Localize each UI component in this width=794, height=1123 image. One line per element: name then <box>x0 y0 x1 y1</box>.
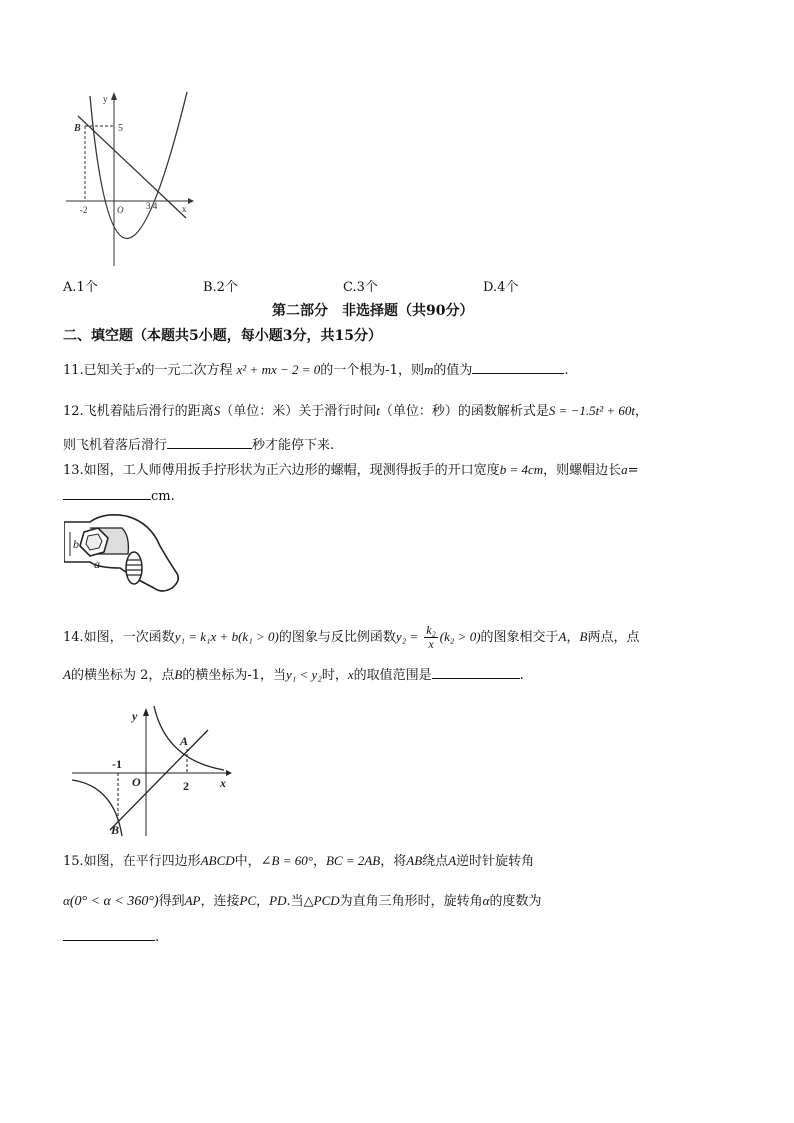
q14-text: 的图象与反比例函数 <box>278 630 396 645</box>
hyperbola-upper-branch <box>154 706 224 770</box>
q15-text: 15.如图，在平行四边形 <box>63 854 201 869</box>
label-B: B <box>111 823 120 837</box>
wrench-figure <box>64 508 182 600</box>
q14-y2: y₂ = <box>395 629 419 644</box>
q14-text: 的图象相交于 <box>480 630 559 645</box>
q11-text: 11.已知关于 <box>63 363 136 378</box>
straight-line <box>78 116 186 218</box>
part2-title: 第二部分 非选择题（共90分） <box>272 303 474 319</box>
y-axis-arrow <box>111 92 117 100</box>
q14-fraction <box>424 624 438 651</box>
q13-eq-sign: = <box>627 463 639 478</box>
q14-linear: y₁ = k₁x + b <box>174 629 239 644</box>
q15-ap: AP <box>184 893 201 908</box>
hexagon-inner <box>86 534 102 550</box>
question-13 <box>63 461 639 480</box>
q15-text: 逆时针旋转角 <box>456 854 535 869</box>
q14-inequality: y₁ < y₂ <box>285 667 322 682</box>
q14-text: 的横坐标为 2，点 <box>70 668 175 683</box>
label-3-4: 3.4 <box>146 201 158 211</box>
q14-end: . <box>519 668 524 683</box>
label-x: x <box>220 776 226 790</box>
q13-a: a <box>621 462 628 477</box>
parabola-figure <box>60 88 220 270</box>
option-a: A.1个 <box>63 280 98 295</box>
answer-blank-12[interactable] <box>167 436 252 449</box>
q12-text: （单位：秒）的函数解析式是 <box>379 404 549 419</box>
q15-text: 得到 <box>158 894 185 909</box>
q15-text: ，将 <box>380 854 407 869</box>
parabola-curve <box>90 92 187 239</box>
x-axis-arrow <box>188 198 194 204</box>
q14-cond1: (k₁ > 0) <box>238 629 279 644</box>
answer-blank-14[interactable] <box>432 666 520 679</box>
q15-angle: ∠B = 60° <box>260 853 313 868</box>
answer-blank-13[interactable] <box>63 487 151 500</box>
label-2: 2 <box>183 779 189 793</box>
q12-S: S <box>213 403 221 418</box>
q15-pc: PC <box>239 893 257 908</box>
q15-ab: AB <box>406 853 423 868</box>
q11-text: 的值为 <box>433 363 473 378</box>
q15-range: (0° < α < 360°) <box>69 894 159 909</box>
label-O: O <box>132 775 141 789</box>
q14-text: 的横坐标为-1，当 <box>182 668 286 683</box>
q15-end: . <box>155 930 160 945</box>
linear-line <box>110 730 208 830</box>
option-d: D.4个 <box>483 280 519 295</box>
q14-A: A <box>558 629 567 644</box>
label-x: x <box>182 204 187 214</box>
q15-pointA: A <box>448 853 457 868</box>
q14-text: 14.如图，一次函数 <box>63 630 175 645</box>
y-axis-arrow <box>143 708 149 716</box>
option-b: B.2个 <box>203 280 238 295</box>
q15-text: 为直角三角形时，旋转角 <box>339 894 483 909</box>
x-axis-arrow <box>226 770 232 776</box>
answer-blank-11[interactable] <box>472 361 564 374</box>
q12-text: 秒才能停下来. <box>252 438 335 453</box>
label-minus2: -2 <box>80 205 88 215</box>
q14-text: 时， <box>321 668 348 683</box>
q13-text: 13.如图，工人师傅用扳手拧形状为正六边形的螺帽，现测得扳手的开口宽度 <box>63 463 500 478</box>
q15-text: .当 <box>286 894 304 909</box>
q12-text: 则飞机着落后滑行 <box>63 438 168 453</box>
q15-text: 绕点 <box>422 854 449 869</box>
label-y: y <box>132 709 138 723</box>
q11-text: 的一元二次方程 <box>141 363 233 378</box>
q11-text: 的一个根为-1，则 <box>320 363 424 378</box>
question-12 <box>63 402 648 421</box>
q15-text: 的度数为 <box>489 894 542 909</box>
question-15 <box>63 852 534 871</box>
q15-text: ， <box>312 854 326 869</box>
q11-m: m <box>423 362 434 377</box>
question-15-line3 <box>63 928 159 947</box>
fraction-denominator: x <box>428 637 434 651</box>
q15-alpha: α <box>63 893 70 908</box>
label-B: B <box>74 123 81 134</box>
worm-gear <box>126 552 142 584</box>
label-A: A <box>180 734 189 748</box>
q14-B: B <box>174 667 183 682</box>
label-5: 5 <box>118 123 123 134</box>
q13-text: ，则螺帽边长 <box>543 463 622 478</box>
q14-A: A <box>63 667 71 682</box>
q15-bc: BC = 2AB <box>325 853 381 868</box>
q11-end: . <box>564 363 569 378</box>
question-14-line2 <box>63 666 524 685</box>
q14-x: x <box>347 667 354 682</box>
q15-text: ， <box>256 894 270 909</box>
question-15-line2 <box>63 892 542 911</box>
q15-alpha: α <box>482 893 490 908</box>
q15-abcd: ABCD <box>200 853 235 868</box>
label-minus1: -1 <box>112 757 122 771</box>
label-a: a <box>94 557 100 571</box>
q12-text: ， <box>635 404 649 419</box>
q14-text: 两点，点 <box>587 630 640 645</box>
q12-equation: S = −1.5t² + 60t <box>548 403 636 418</box>
q13-equation: b = 4cm <box>499 462 544 477</box>
q11-x: x <box>135 362 142 377</box>
label-O: O <box>117 205 124 215</box>
answer-blank-15[interactable] <box>63 928 155 941</box>
q14-text: 的取值范围是 <box>353 668 432 683</box>
q12-text: （单位：米）关于滑行时间 <box>220 404 377 419</box>
q15-text: 中， <box>234 854 261 869</box>
fraction-numerator: k₂ <box>426 623 436 637</box>
q14-B: B <box>579 629 588 644</box>
q14-text: ， <box>566 630 580 645</box>
q15-triangle: △PCD <box>303 893 340 908</box>
q12-text: 12.飞机着陆后滑行的距离 <box>63 404 214 419</box>
section2-heading: 二、填空题（本题共5小题，每小题3分，共15分） <box>63 328 382 344</box>
question-11 <box>63 361 569 380</box>
option-c: C.3个 <box>343 280 378 295</box>
q14-cond2: (k₂ > 0) <box>439 629 481 644</box>
q15-text: ，连接 <box>200 894 240 909</box>
q11-equation: x² + mx − 2 = 0 <box>236 362 321 377</box>
q13-text: cm. <box>151 489 175 504</box>
label-b: b <box>73 537 79 551</box>
question-12-line2 <box>63 436 334 455</box>
question-13-line2 <box>63 487 175 506</box>
label-y: y <box>103 94 108 104</box>
q12-t: t <box>376 403 380 418</box>
question-14 <box>63 624 639 651</box>
q15-pd: PD <box>269 893 287 908</box>
hyperbola-figure <box>66 700 236 840</box>
